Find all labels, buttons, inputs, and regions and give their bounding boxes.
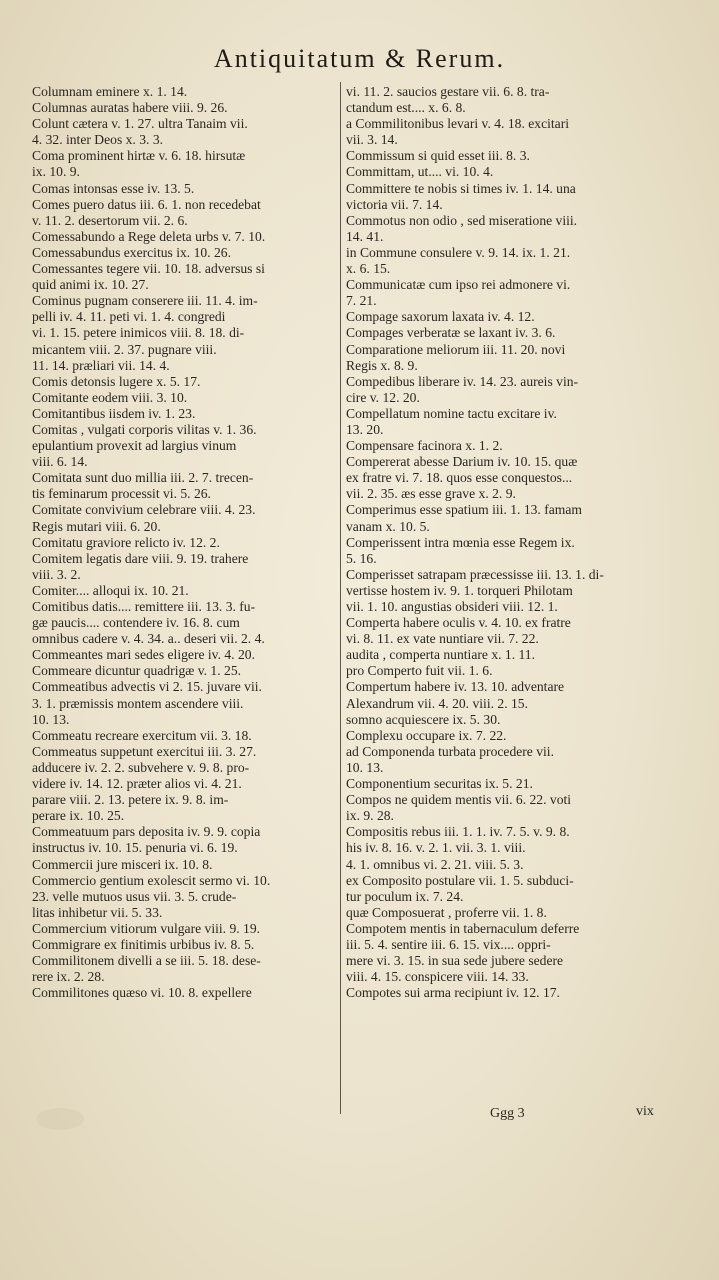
index-entry-line: Compedibus liberare iv. 14. 23. aureis vin- <box>346 373 579 389</box>
index-entry-line: rere ix. 2. 28. <box>32 969 105 985</box>
index-entry-line: Cominus pugnam conserere iii. 11. 4. im- <box>32 293 258 309</box>
index-entry-line: instructus iv. 10. 15. penuria vi. 6. 19. <box>32 840 238 856</box>
index-entry-line: vi. 11. 2. saucios gestare vii. 6. 8. tra- <box>346 84 550 99</box>
index-entry-line: Comitem legatis dare viii. 9. 19. trahere <box>32 550 249 566</box>
index-entry-line: iii. 5. 4. sentire iii. 6. 15. vix.... oppri- <box>346 936 551 952</box>
index-entry-line: Comperta habere oculis v. 4. 10. ex fratre <box>346 615 571 631</box>
index-entry-line: Comitata sunt duo millia iii. 2. 7. trecen- <box>32 470 254 486</box>
index-entry-line: victoria vii. 7. 14. <box>346 196 443 212</box>
index-entry-line: Comperimus esse spatium iii. 1. 13. famam <box>346 502 582 518</box>
index-entry-line: Comitas , vulgati corporis vilitas v. 1. 36. <box>32 421 257 437</box>
index-entry-line: Comperissent intra mœnia esse Regem ix. <box>346 534 575 550</box>
index-entry-line: Alexandrum vii. 4. 20. viii. 2. 15. <box>346 695 528 711</box>
index-entry-line: 5. 16. <box>346 550 377 566</box>
index-entry-line: vi. 8. 11. ex vate nuntiare vii. 7. 22. <box>346 631 539 647</box>
index-entry-line: viii. 4. 15. conspicere viii. 14. 33. <box>346 969 529 985</box>
index-entry-line: Comperisset satrapam præcessisse iii. 13. 1. di- <box>346 566 604 582</box>
index-entry-line: Comitante eodem viii. 3. 10. <box>32 389 188 405</box>
index-entry-line: gæ paucis.... contendere iv. 16. 8. cum <box>32 615 240 631</box>
index-entry-line: litas inhibetur vii. 5. 33. <box>32 904 163 920</box>
index-entry-line: in Commune consulere v. 9. 14. ix. 1. 21. <box>346 244 571 260</box>
index-entry-line: ex Composito postulare vii. 1. 5. subduci- <box>346 872 574 888</box>
index-entry-line: Componentium securitas ix. 5. 21. <box>346 776 533 792</box>
index-entry-line: quæ Composuerat , proferre vii. 1. 8. <box>346 904 547 920</box>
index-entry-line: his iv. 8. 16. v. 2. 1. vii. 3. 1. viii. <box>346 840 526 856</box>
index-entry-line: Comitantibus iisdem iv. 1. 23. <box>32 405 196 421</box>
index-entry-line: vertisse hostem iv. 9. 1. torqueri Philotam <box>346 582 573 598</box>
index-entry-line: ex fratre vi. 7. 18. quos esse conquestos... <box>346 470 573 486</box>
index-entry-line: Comessabundo a Rege deleta urbs v. 7. 10. <box>32 228 266 244</box>
index-entry-line: Compositis rebus iii. 1. 1. iv. 7. 5. v. 9. 8. <box>346 824 570 840</box>
index-entry-line: vii. 2. 35. æs esse grave x. 2. 9. <box>346 486 516 502</box>
index-entry-line: Commeatu recreare exercitum vii. 3. 18. <box>32 727 252 743</box>
index-entry-line: quid animi ix. 10. 27. <box>32 277 149 293</box>
index-entry-line: Committere te nobis si times iv. 1. 14. una <box>346 180 576 196</box>
index-entry-line: vii. 3. 14. <box>346 132 398 148</box>
index-entry-line: Commercium vitiorum vulgare viii. 9. 19. <box>32 920 261 936</box>
index-entry-line: Compertum habere iv. 13. 10. adventare <box>346 679 565 695</box>
index-entry-line: Compererat abesse Darium iv. 10. 15. quæ <box>346 454 578 470</box>
index-entry-line: micantem viii. 2. 37. pugnare viii. <box>32 341 217 357</box>
index-entry-line: x. 6. 15. <box>346 261 391 277</box>
index-entry-line: Commercii jure misceri ix. 10. 8. <box>32 856 213 872</box>
index-entry-line: Commilitonem divelli a se iii. 5. 18. dese- <box>32 953 261 969</box>
index-entry-line: Comiter.... alloqui ix. 10. 21. <box>32 582 189 598</box>
index-entry-line: Compotem mentis in tabernaculum deferre <box>346 920 580 936</box>
index-entry-line: 13. 20. <box>346 421 384 437</box>
index-entry-line: Comessabundus exercitus ix. 10. 26. <box>32 244 231 260</box>
index-entry-line: Comitatu graviore relicto iv. 12. 2. <box>32 534 220 550</box>
page-stain <box>36 1108 84 1130</box>
index-entry-line: Compellatum nomine tactu excitare iv. <box>346 405 557 421</box>
index-entry-line: Complexu occupare ix. 7. 22. <box>346 727 507 743</box>
index-entry-line: Coma prominent hirtæ v. 6. 18. hirsutæ <box>32 148 246 164</box>
index-entry-line: Compotes sui arma recipiunt iv. 12. 17. <box>346 985 560 1001</box>
index-entry-line: omnibus cadere v. 4. 34. a.. deseri vii. 2. 4. <box>32 631 265 647</box>
index-entry-line: ix. 9. 28. <box>346 808 394 824</box>
index-entry-line: Comitate convivium celebrare viii. 4. 23. <box>32 502 256 518</box>
index-entry-line: vi. 1. 15. petere inimicos viii. 8. 18. di- <box>32 325 245 341</box>
index-entry-line: vii. 1. 10. angustias obsideri viii. 12. 1. <box>346 599 558 614</box>
index-entry-line: Compensare facinora x. 1. 2. <box>346 438 503 454</box>
index-entry-line: 4. 1. omnibus vi. 2. 21. viii. 5. 3. <box>346 856 524 872</box>
index-entry-line: Commilitones quæso vi. 10. 8. expellere <box>32 985 252 1001</box>
index-entry-line: Commeatuum pars deposita iv. 9. 9. copia <box>32 824 261 840</box>
index-entry-line: parare viii. 2. 13. petere ix. 9. 8. im- <box>32 792 229 808</box>
index-entry-line: v. 11. 2. desertorum vii. 2. 6. <box>32 212 188 228</box>
index-entry-line: Comitibus datis.... remittere iii. 13. 3. fu- <box>32 599 256 614</box>
index-entry-line: Commeatibus advectis vi 2. 15. juvare vii. <box>32 679 262 695</box>
index-entry-line: Commotus non odio , sed miseratione viii. <box>346 212 578 228</box>
index-entry-line: viii. 3. 2. <box>32 566 81 582</box>
index-entry-line: 10. 13. <box>32 711 70 727</box>
index-entry-line: Compage saxorum laxata iv. 4. 12. <box>346 309 535 325</box>
index-entry-line: Columnam eminere x. 1. 14. <box>32 84 188 99</box>
index-entry-line: 4. 32. inter Deos x. 3. 3. <box>32 132 164 148</box>
index-entry-line: pro Comperto fuit vii. 1. 6. <box>346 663 493 679</box>
index-entry-line: videre iv. 14. 12. præter alios vi. 4. 21. <box>32 776 242 792</box>
index-entry-line: ix. 10. 9. <box>32 164 80 180</box>
index-entry-line: Comes puero datus iii. 6. 1. non recedebat <box>32 196 261 212</box>
index-entry-line: ctandum est.... x. 6. 8. <box>346 100 466 116</box>
index-entry-line: 11. 14. præliari vii. 14. 4. <box>32 357 170 373</box>
index-entry-line: cire v. 12. 20. <box>346 389 420 405</box>
index-entry-line: Columnas auratas habere viii. 9. 26. <box>32 100 228 116</box>
index-entry-line: 7. 21. <box>346 293 377 309</box>
index-entry-line: Commeatus suppetunt exercitui iii. 3. 27. <box>32 743 257 759</box>
index-entry-line: Commercio gentium exolescit sermo vi. 10. <box>32 872 271 888</box>
running-head: Antiquitatum & Rerum. <box>213 44 506 73</box>
index-entry-line: Communicatæ cum ipso rei admonere vi. <box>346 277 571 293</box>
index-entry-line: mere vi. 3. 15. in sua sede jubere sedere <box>346 953 564 969</box>
index-entry-line: Commissum si quid esset iii. 8. 3. <box>346 148 530 164</box>
index-entry-line: Regis x. 8. 9. <box>346 357 418 373</box>
index-entry-line: 23. velle mutuos usus vii. 3. 5. crude- <box>32 888 237 904</box>
index-entry-line: viii. 6. 14. <box>32 454 88 470</box>
index-entry-line: Committam, ut.... vi. 10. 4. <box>346 164 494 180</box>
index-column-left <box>32 84 338 1001</box>
catchword: vix <box>636 1104 654 1119</box>
index-entry-line: 14. 41. <box>346 228 384 244</box>
index-entry-line: 3. 1. præmissis montem ascendere viii. <box>32 695 244 711</box>
index-entry-line: Colunt cætera v. 1. 27. ultra Tanaim vii. <box>32 116 248 132</box>
index-entry-line: Commeantes mari sedes eligere iv. 4. 20. <box>32 647 255 663</box>
index-entry-line: Compages verberatæ se laxant iv. 3. 6. <box>346 325 556 341</box>
column-rule <box>340 82 341 1114</box>
index-entry-line: Comis detonsis lugere x. 5. 17. <box>32 373 201 389</box>
index-entry-line: tis feminarum processit vi. 5. 26. <box>32 486 211 502</box>
index-entry-line: Regis mutari viii. 6. 20. <box>32 518 161 534</box>
index-entry-line: pelli iv. 4. 11. peti vi. 1. 4. congredi <box>32 309 226 325</box>
index-entry-line: perare ix. 10. 25. <box>32 808 125 824</box>
index-entry-line: tur poculum ix. 7. 24. <box>346 888 464 904</box>
index-entry-line: audita , comperta nuntiare x. 1. 11. <box>346 647 535 663</box>
signature-mark: Ggg 3 <box>490 1106 525 1121</box>
index-entry-line: ad Componenda turbata procedere vii. <box>346 743 554 759</box>
index-entry-line: Comparatione meliorum iii. 11. 20. novi <box>346 341 566 357</box>
index-entry-line: Commigrare ex finitimis urbibus iv. 8. 5. <box>32 936 255 952</box>
index-entry-line: Comas intonsas esse iv. 13. 5. <box>32 180 195 196</box>
index-entry-line: Compos ne quidem mentis vii. 6. 22. voti <box>346 792 572 808</box>
index-entry-line: Comessantes tegere vii. 10. 18. adversus si <box>32 261 265 277</box>
index-entry-line: a Commilitonibus levari v. 4. 18. excitari <box>346 116 569 132</box>
index-entry-line: Commeare dicuntur quadrigæ v. 1. 25. <box>32 663 242 679</box>
index-entry-line: adducere iv. 2. 2. subvehere v. 9. 8. pro- <box>32 759 250 775</box>
index-entry-line: 10. 13. <box>346 759 384 775</box>
index-column-right <box>346 84 666 1001</box>
index-entry-line: vanam x. 10. 5. <box>346 518 430 534</box>
index-entry-line: epulantium provexit ad largius vinum <box>32 438 237 454</box>
index-entry-line: somno acquiescere ix. 5. 30. <box>346 711 501 727</box>
